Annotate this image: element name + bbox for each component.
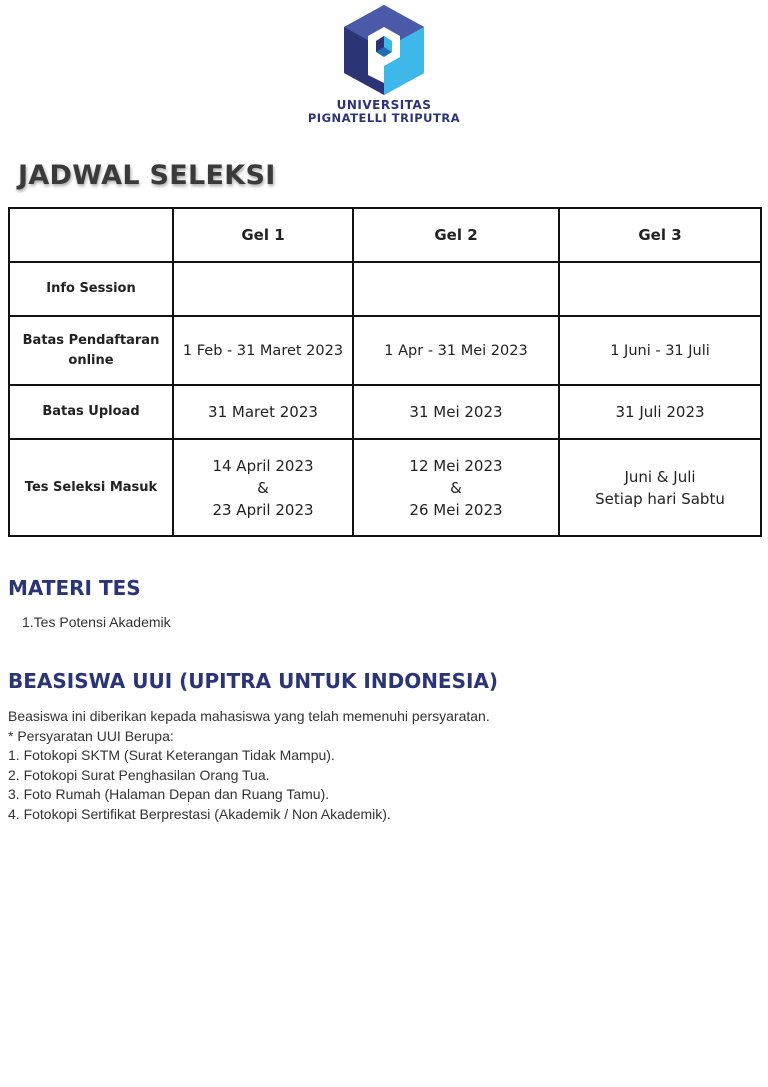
row-label-line2: online xyxy=(68,352,114,368)
row-label-batas-upload: Batas Upload xyxy=(9,385,173,439)
beasiswa-heading: BEASISWA UUI (UPITRA UNTUK INDONESIA) xyxy=(8,669,499,693)
table-row-batas-upload xyxy=(9,385,761,439)
beasiswa-line-1: 1. Fotokopi SKTM (Surat Keterangan Tidak Mampu). xyxy=(8,747,335,763)
tes-gel3-line2: Setiap hari Sabtu xyxy=(595,489,725,508)
header-cell-empty xyxy=(9,208,173,262)
cell-batas-gel3: 1 Juni - 31 Juli xyxy=(559,316,761,385)
beasiswa-line-intro: Beasiswa ini diberikan kepada mahasiswa yang telah memenuhi persyaratan. xyxy=(8,708,490,724)
materi-list-item: 1.Tes Potensi Akademik xyxy=(22,614,171,630)
logo-cube-icon xyxy=(338,3,430,97)
beasiswa-line-requirements: * Persyaratan UUI Berupa: xyxy=(8,727,174,744)
tes-gel1-line2: & xyxy=(257,478,269,497)
beasiswa-body xyxy=(8,707,490,824)
schedule-table xyxy=(8,207,762,537)
header-gel-1: Gel 1 xyxy=(173,208,353,262)
tes-gel3-line1: Juni & Juli xyxy=(624,467,696,486)
cell-tes-gel3 xyxy=(559,439,761,536)
row-label-batas-pendaftaran xyxy=(9,316,173,385)
cell-batas-gel1: 1 Feb - 31 Maret 2023 xyxy=(173,316,353,385)
tes-gel1-line3: 23 April 2023 xyxy=(212,500,314,519)
cell-tes-gel1 xyxy=(173,439,353,536)
row-label-info-session: Info Session xyxy=(9,262,173,316)
beasiswa-line-3: 3. Foto Rumah (Halaman Depan dan Ruang Tamu). xyxy=(8,786,330,802)
tes-gel1-line1: 14 April 2023 xyxy=(212,456,314,475)
page-title: JADWAL SELEKSI xyxy=(18,160,276,191)
materi-heading: MATERI TES xyxy=(8,576,141,600)
table-header-row xyxy=(9,208,761,262)
cell-info-gel3 xyxy=(559,262,761,316)
table-row-tes-seleksi xyxy=(9,439,761,536)
logo-text-line2: PIGNATELLI TRIPUTRA xyxy=(307,111,461,125)
row-label-line1: Batas Pendaftaran xyxy=(22,332,160,348)
cell-upload-gel1: 31 Maret 2023 xyxy=(173,385,353,439)
cell-upload-gel2: 31 Mei 2023 xyxy=(353,385,559,439)
logo-text-line1: UNIVERSITAS xyxy=(336,98,432,112)
cell-info-gel1 xyxy=(173,262,353,316)
cell-upload-gel3: 31 Juli 2023 xyxy=(559,385,761,439)
header-gel-3: Gel 3 xyxy=(559,208,761,262)
university-logo xyxy=(0,0,768,130)
beasiswa-line-4: 4. Fotokopi Sertifikat Berprestasi (Akademik / Non Akademik). xyxy=(8,805,391,822)
tes-gel2-line1: 12 Mei 2023 xyxy=(409,456,503,475)
table-row-batas-pendaftaran xyxy=(9,316,761,385)
cell-tes-gel2 xyxy=(353,439,559,536)
beasiswa-line-2: 2. Fotokopi Surat Penghasilan Orang Tua. xyxy=(8,766,270,783)
header-gel-2: Gel 2 xyxy=(353,208,559,262)
cell-info-gel2 xyxy=(353,262,559,316)
row-label-tes-seleksi: Tes Seleksi Masuk xyxy=(9,439,173,536)
table-row-info-session xyxy=(9,262,761,316)
cell-batas-gel2: 1 Apr - 31 Mei 2023 xyxy=(353,316,559,385)
tes-gel2-line3: 26 Mei 2023 xyxy=(409,500,503,519)
tes-gel2-line2: & xyxy=(450,478,462,497)
